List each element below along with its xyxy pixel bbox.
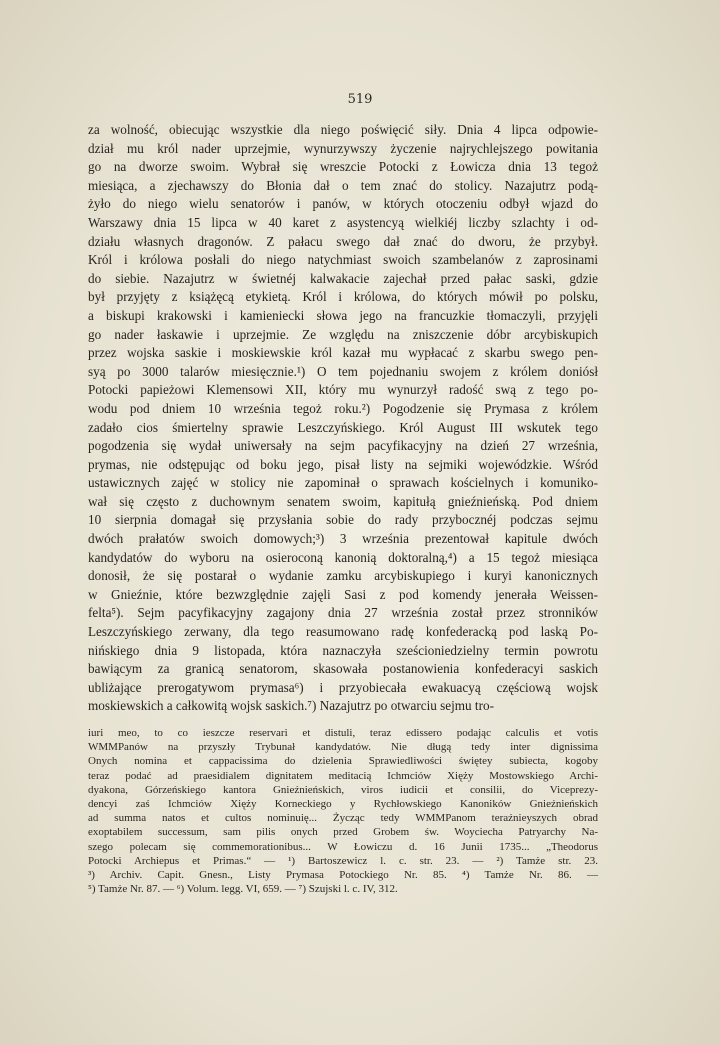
footnote-line: ad summa natos et cultos nominuię... Życząc tedy WMMPanom teraźnieyszych obrad	[88, 812, 598, 825]
text-line: Leszczyńskiego zerwany, dla tego reasumowano radę konfederacką pod laską Po-	[88, 624, 598, 640]
text-line: moskiewskich a całkowitą wojsk saskich.⁷) Nazajutrz po otwarciu sejmu tro-	[88, 698, 494, 714]
main-text	[88, 121, 598, 716]
footnote-line: exoptabilem successum, sam pilis onych przed Grobem św. Woyciecha Patryarchy Na-	[88, 826, 598, 839]
footnote-line: teraz podać ad praesidialem dignitatem meditacią Ichmciów Xięży Mostowskiego Archi-	[88, 769, 598, 782]
text-line: zadało cios śmiertelny sprawie Leszczyńskiego. Król August III wskutek tego	[88, 419, 598, 435]
text-line: działu własnych dragonów. Z pałacu swego dał znać do dworu, że przybył.	[88, 233, 598, 249]
text-line: 10 sierpnia domagał się przysłania sobie do rady przybocznéj podczas sejmu	[88, 512, 598, 528]
footnote-line: ⁵) Tamże Nr. 87. — ⁶) Volum. legg. VI, 659. — ⁷) Szujski l. c. IV, 312.	[88, 883, 398, 896]
text-line: felta⁵). Sejm pacyfikacyjny zagajony dnia 27 września został przez stronników	[88, 605, 598, 621]
footnote-line: WMMPanów na przyszły Trybunał kandydatów. Nie długą tedy inter dignissima	[88, 741, 598, 754]
text-line: pogodzenia się wydał uniwersały na sejm pacyfikacyjny na dzień 27 września,	[88, 438, 598, 454]
text-line: przez wojska saskie i moskiewskie król kazał mu wypłacać z skarbu swego pen-	[88, 345, 598, 361]
text-line: ubliżające prerogatywom prymasa⁶) i przyobiecała ewakuacyą częściową wojsk	[88, 679, 598, 695]
text-line: nińskiego dnia 9 listopada, która naznaczyła sześcioniedzielny termin powrotu	[88, 642, 598, 658]
text-line: a biskupi krakowski i kamieniecki słowa jego na francuzkie tłomaczyli, przyjęli	[88, 307, 598, 323]
text-line: Potocki papieżowi Klemensowi XII, który mu wynurzył radość swą z tego po-	[88, 382, 598, 398]
text-line: wał się często z duchownym senatem swoim, kapitułą gnieźnieńską. Pod dniem	[88, 493, 598, 509]
text-line: syą po 3000 talarów miesięcznie.¹) O tem pojednaniu swojem z królem doniósł	[88, 363, 598, 379]
text-line: do siebie. Nazajutrz w świetnéj kalwakacie zajechał przed pałac saski, gdzie	[88, 270, 598, 286]
text-line: go na dworze swoim. Wybrał się wreszcie Potocki z Łowicza dnia 13 tegoż	[88, 159, 598, 175]
footnote-line: dyakona, Górzeńskiego kantora Gnieźnieńskich, viros iudicii et consilii, do Viceprezy-	[88, 783, 598, 796]
text-line: bawiącym za granicą senatorom, skasowała postanowienia konfederacyi saskich	[88, 661, 598, 677]
footnote-line: Onych nomina et cappacissima do dzielenia Sprawiedliwości świętey subiecta, kogoby	[88, 755, 598, 768]
text-line: kandydatów do wyboru na osieroconą kanonią doktoralną,⁴) a 15 tegoż miesiąca	[88, 549, 598, 565]
text-line: wodu pod dniem 10 września tegoż roku.²) Pogodzenie się Prymasa z królem	[88, 400, 598, 416]
footnote-line: szego polecam się commemorationibus... W Łowiczu d. 16 Junii 1735... „Theodorus	[88, 840, 598, 853]
footnote-line: dencyi zaś Ichmciów Xięży Korneckiego y Rychłowskiego Kanoników Gnieźnieńskich	[88, 798, 598, 811]
text-line: ustawicznych zajęć w stolicy nie zapominał o sprawach kościelnych i komuniko-	[88, 475, 598, 491]
text-line: Król i królowa posłali do niego natychmiast swoich szambelanów z zaprosinami	[88, 252, 598, 268]
page-number: 519	[347, 92, 373, 107]
text-line: donosił, że się postarał o wydanie zamku arcybiskupiego i kuryi kanonicznych	[88, 568, 598, 584]
footnotes	[88, 726, 598, 896]
text-line: w Gnieźnie, które bezwzględnie zajęli Sasi z pod komendy jenerała Weissen-	[88, 586, 598, 602]
footnote-line: Potocki Archiepus et Primas.“ — ¹) Bartoszewicz l. c. str. 23. — ²) Tamże str. 23.	[88, 854, 598, 867]
text-line: Warszawy dnia 15 lipca w 40 karet z asystencyą wielkiéj liczby szlachty i od-	[88, 214, 598, 230]
text-line: prymas, nie odstępując od boku jego, pisał listy na sejmiki wojewódzkie. Wśród	[88, 456, 598, 472]
footnote-line: iuri meo, to co ieszcze reservari et distuli, teraz edissero podając calculis et votis	[88, 727, 598, 739]
text-line: dział mu król nader uprzejmie, wynurzywszy życzenie najrychlejszego powitania	[88, 140, 598, 156]
text-line: był przyjęty z książęcą etykietą. Król i królowa, do których mówił po polsku,	[88, 289, 598, 305]
text-line: dwóch prałatów swoich domowych;³) 3 września prezentował kapitule dwóch	[88, 531, 598, 547]
text-line: miesiąca, a zjechawszy do Błonia dał o tem znać do stolicy. Nazajutrz podą-	[88, 177, 598, 193]
text-line: za wolność, obiecując wszystkie dla niego poświęcić siły. Dnia 4 lipca odpowie-	[88, 122, 598, 137]
text-line: go nader łaskawie i uprzejmie. Ze względu na zniszczenie dóbr arcybiskupich	[88, 326, 598, 342]
footnote-line: ³) Archiv. Capit. Gnesn., Listy Prymasa Potockiego Nr. 85. ⁴) Tamże Nr. 86. —	[88, 869, 598, 882]
text-line: żyło do niego wielu senatorów i panów, w których otoczeniu odbył wjazd do	[88, 196, 598, 212]
